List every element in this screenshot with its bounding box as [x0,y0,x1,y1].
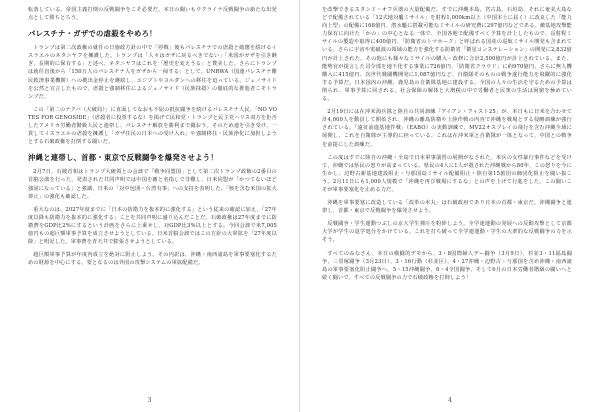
paragraph: この「第二のナクバ（大破局）」に直面してなおも不屈の抵抗闘争を続けるパレスチナ人民、「NO VOTES FOR GENOSIDE」（虐殺者に投票するな）を掲げて民和党・トランプと民主党ハリス双方を拒否したアメリカ労働者階級人民と連帯し、パレスチナ解放を勝利まで闘おう。そのため連を引き受け、一貫してイスラエルの虐殺を擁護し「ガザ住民の日本への受け入れ」や強制移住・民族浄化に加担しようとする石破政権を打倒する闘いだ。 [28,106,277,146]
section-heading-palestine: パレスチナ・ガザでの虐殺をやめろ！ [28,29,157,39]
paragraph: この度はすでに陸自の沖縄・全島で日本軍事演習の展開がなされた。米兵の女性暴行事件などを受けて、沖縄では県民の怒りが高まっている。県民の4人に1人が殺された沖縄戦から80年、この怒りを今に生かし、辺野古新基地建設阻止・与那国島ミサイル配備阻止・陸自第15旅団の師団化阻止を闘い抜こう。2月11日にも1,000人規模で「沖縄を再び戦場にするな」との声を上げて行進をした。この闘いこそが軍事要塞化を止める力だ。 [322,154,572,193]
paragraph: 反戦闘争・学生運動つぶしの京大学生弾圧を粉砕しよう。全学連運動の発展への反動攻撃として京都大学が学生の退学処分をかけている。これを打ち破って全学連運動・学生の大衆的な反戦闘争の力を示そう。 [322,221,572,244]
page-number: 3 [147,397,152,404]
section-heading-okinawa: 沖縄と連帯し、首都・東京で反戦闘争を爆発させよう！ [28,153,218,163]
paragraph: トランプは第二次政権の就任の日施政方針の中で「停戦」後もパレスチナでの虐殺と破壊を続けるイスラエルのネタニヤフを擁護した。トランプは「人々はガザに戻るべきでない」「米国がガザを引き継ぎ、長期的に保有する」と述べ、ネタニヤフはこれを「歴史を変えうる」と賛美した。さらにトランプは就任直後から「150万人のパレスチナ人をガザから一掃する」として、UNRWA（国連パレスチナ難民救済事業機関）への拠出金停止を継続し、エジプトやヨルダンへの移住を迫っている。ジェノサイドを公然と宣言したもので、虐殺と強制移住によるジェノサイド（民族抹殺）の徹底的な推進者こそトランプだ。 [28,45,277,100]
page-right-body [322,6,572,386]
paragraph: を改撃できるスタンド・オフ兵器の大量配備だ。すでに沖縄本島、宮古島、石垣島、それに奄美大島などで配備されている「12式地対艦ミサイル」を射程1,000km以上（中国本土に届く）に改良した「能力向上型」の配備に168億円、潜水艦に搭載可能なミサイルの研究費に297億円などである。敵基地攻撃能力保有に向けた「かの」の中心となる一体で、全国各地で配備すべく予算を計上したもので、長射程ミサイルの製造や取得に400億円、「防衛省のトマホーク」と呼ばれる国産の巡航ミサイル開発も含まれている。さらに宇宙や電磁波の領域の能力を強化する防衛省「衛星コンステレーション」の開発に2,832億円が計上された。その他にも様々なミサイルの購入・改修に合計2,500億円が計上されている。また、能勢官が提言した司令部を地下化する事業に726億円、「防衛省クラウド」に約970億円、さらに無人機購入に415億円、次世代戦闘機開発に1,087億円など、自衛隊そのものの戦争遂行能力を飛躍的に強化する予算だ。日本国内の沖縄、鹿児島の自衛隊基地に建設する。全国の人々の生活を守るための予算は削られ、軍事予算に回される。社会保障の解体と大増税の中で労働者と民衆の生活は困窮を極めている。 [322,7,572,103]
page-left-body [28,6,277,386]
paragraph: 転落している。帝国主義打倒の反戦闘争をこそ必要だ。本日の闘いもウクライナ反戦闘争の新たな出発点として勝ちとろう。 [28,7,277,22]
paragraph: 沖縄を軍事要塞に改造している「改革の本丸」は石破政府であり日本の首都・東京だ。沖縄闘争と連帯し、首都・東京で反戦闘争を爆発させよう。 [322,200,572,215]
page-number: 4 [448,397,452,404]
page-right [300,0,600,412]
paragraph: 2月19日には在沖米海兵隊と陸自の共同訓練「アイアン・フィスト25」が、本日もに日米を合わせて計4,000人を動員して開始され、沖縄の離島防衛や上陸作戦の内容で沖縄を戦場とする侵略訓練が強行されている。「遠征前進基地作戦」（EABO）の実動訓練で、MV22オスプレイの飛行を含む沖縄全域に展開し、これを自衛隊が主導的に担っている。これは在沖米軍と自衛隊が一体となって、中国との戦争を前提にした訓練だ。 [322,109,572,148]
paragraph: 重大なのは、2027年度までに「日本の防衛力を抜本的に強化する」という従来の確認に加え、「27年度以降も防衛力を抜本的に強化する」ことを共同声明に盛り込んだことだ。石破政権は27年度までに防衛費をGDP比2%にするという計画をさらに上乗せし、対GDP比3%以上とする。今回会談で米7,005億円もの超巨額軍事予算を成立させようとしている。日米首脳会談ではこの方針の大軍拡を「27年度以降」と明記した。軍事費を青天井で膨張させようとしている。 [28,206,277,246]
paragraph: 超巨額軍事予算が年度内成立を絶対に阻止しよう。その内訳は、沖縄・南西諸島を軍事要塞化するための財源を中心にする。要となるのは外国の攻撃システムの軍拡配備だ。 [28,252,277,267]
paragraph: 2月7日、石破首相はトランプ大統領との会談で「戦争同盟国」として第二次トランプ政権の2番目の首脳会談を行った。発表された共同声明では中国を敵と名指しで非難し、日米同盟が「かつてないほど強固になっている」と強調、日米の「対中包囲・台湾有事」への支持を表明した。「核を含む米国の拡大抑止」の強化も確認した。 [28,169,277,200]
paragraph: すべてのみなさん、本日の戦闘的デモから、3・8国際婦人デー闘争（3月9日）、杉並3・11福島闘争、三里塚闘争（3月23日）、3・16行動（杉並区）、4・27沖縄・辺野古・与那国を含め沖縄・南西諸島の軍事要塞化阻止闘争へ。5・15沖縄闘争、6・4全国闘争、そして6月の日本労働者階級の闘いへと続く闘いで、すべての反戦闘争の力で石破政権を打倒しよう！ [322,250,572,281]
